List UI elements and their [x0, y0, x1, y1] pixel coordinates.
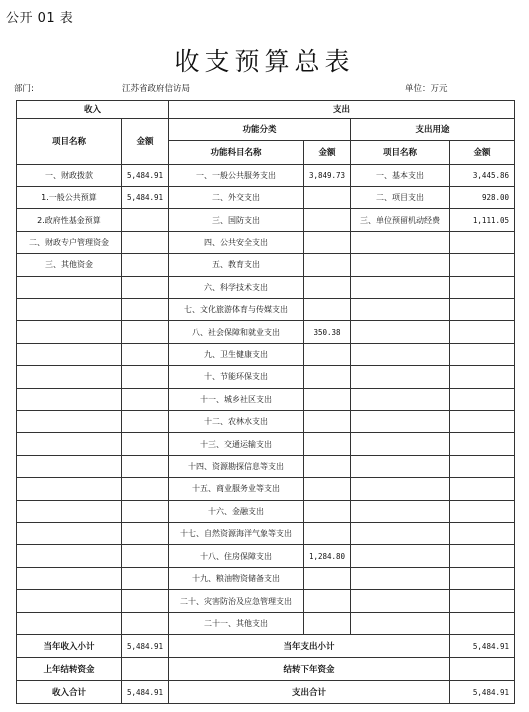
table-row: [17, 612, 515, 634]
table-row: [17, 478, 515, 500]
usage-amount-cell: 928.00: [450, 186, 515, 208]
income-amount-cell: [122, 433, 169, 455]
usage-amount-cell: [450, 478, 515, 500]
carry-out-value: [450, 658, 515, 681]
usage-amount-cell: [450, 433, 515, 455]
usage-amount-cell: [450, 545, 515, 567]
department-label: 部门:: [14, 84, 34, 94]
income-item-cell: 三、其他资金: [17, 254, 122, 276]
income-item-cell: [17, 366, 122, 388]
function-subject-cell: 十一、城乡社区支出: [169, 388, 304, 410]
income-item-cell: [17, 321, 122, 343]
income-amount-cell: [122, 388, 169, 410]
usage-item-cell: [351, 276, 450, 298]
income-item-cell: [17, 500, 122, 522]
function-subject-cell: 八、社会保障和就业支出: [169, 321, 304, 343]
usage-amount-cell: [450, 455, 515, 477]
table-row: [17, 164, 515, 186]
function-amount-cell: [304, 612, 351, 634]
usage-item-cell: [351, 411, 450, 433]
function-amount-cell: [304, 455, 351, 477]
income-amount-cell: [122, 612, 169, 634]
function-subject-cell: 二十一、其他支出: [169, 612, 304, 634]
usage-amount-cell: [450, 321, 515, 343]
usage-amount-cell: [450, 500, 515, 522]
function-subject-cell: 二、外交支出: [169, 186, 304, 208]
usage-item-cell: [351, 366, 450, 388]
usage-item-cell: [351, 478, 450, 500]
income-amount-cell: 5,484.91: [122, 164, 169, 186]
table-row: [17, 567, 515, 589]
budget-table: [16, 100, 515, 704]
table-row: [17, 500, 515, 522]
function-subject-cell: 七、文化旅游体育与传媒支出: [169, 299, 304, 321]
department-name: 江苏省政府信访局: [122, 84, 191, 94]
table-row: [17, 254, 515, 276]
income-amount-cell: [122, 455, 169, 477]
table-row: [17, 523, 515, 545]
income-amount-cell: [122, 545, 169, 567]
income-amount-cell: [122, 321, 169, 343]
function-subject-cell: 十、节能环保支出: [169, 366, 304, 388]
table-row: [17, 366, 515, 388]
function-amount-header: 金额: [304, 140, 351, 164]
usage-amount-header: 金额: [450, 140, 515, 164]
usage-amount-cell: [450, 523, 515, 545]
expense-subtotal-label: 当年支出小计: [169, 635, 450, 658]
income-total-value: 5,484.91: [122, 681, 169, 704]
function-amount-cell: [304, 299, 351, 321]
function-amount-cell: [304, 388, 351, 410]
carry-in-label: 上年结转资金: [17, 658, 122, 681]
usage-item-cell: 三、单位预留机动经费: [351, 209, 450, 231]
income-item-cell: [17, 612, 122, 634]
usage-item-cell: [351, 343, 450, 365]
income-amount-cell: [122, 523, 169, 545]
function-subject-cell: 四、公共安全支出: [169, 231, 304, 253]
income-amount-cell: [122, 500, 169, 522]
usage-item-cell: [351, 500, 450, 522]
usage-item-cell: [351, 231, 450, 253]
table-row: [17, 455, 515, 477]
function-subject-cell: 一、一般公共服务支出: [169, 164, 304, 186]
function-subject-cell: 十八、住房保障支出: [169, 545, 304, 567]
usage-amount-cell: [450, 388, 515, 410]
income-amount-cell: [122, 366, 169, 388]
function-subject-cell: 十九、粮油物资储备支出: [169, 567, 304, 589]
document-code: 公开 01 表: [6, 11, 74, 26]
function-amount-cell: [304, 254, 351, 276]
expense-total-label: 支出合计: [169, 681, 450, 704]
table-row: [17, 388, 515, 410]
income-item-cell: [17, 455, 122, 477]
page-title: 收支预算总表: [174, 47, 355, 76]
function-amount-cell: [304, 411, 351, 433]
expense-header: 支出: [169, 101, 515, 119]
function-amount-cell: 350.38: [304, 321, 351, 343]
function-subject-cell: 六、科学技术支出: [169, 276, 304, 298]
income-item-name-header: 项目名称: [17, 118, 122, 164]
income-item-cell: [17, 523, 122, 545]
income-amount-cell: [122, 343, 169, 365]
function-subject-cell: 三、国防支出: [169, 209, 304, 231]
function-amount-cell: [304, 186, 351, 208]
usage-amount-cell: [450, 590, 515, 612]
table-row: [17, 433, 515, 455]
usage-item-cell: [351, 612, 450, 634]
function-subject-cell: 十五、商业服务业等支出: [169, 478, 304, 500]
income-amount-cell: [122, 567, 169, 589]
income-item-cell: 一、财政拨款: [17, 164, 122, 186]
usage-amount-cell: [450, 276, 515, 298]
function-subject-header: 功能科目名称: [169, 140, 304, 164]
expense-total-value: 5,484.91: [450, 681, 515, 704]
income-item-cell: [17, 411, 122, 433]
usage-item-cell: [351, 590, 450, 612]
usage-amount-cell: [450, 411, 515, 433]
usage-item-cell: [351, 567, 450, 589]
usage-item-cell: 一、基本支出: [351, 164, 450, 186]
table-row: [17, 545, 515, 567]
function-amount-cell: [304, 500, 351, 522]
usage-item-cell: [351, 299, 450, 321]
usage-item-cell: [351, 545, 450, 567]
table-row: [17, 231, 515, 253]
income-item-cell: [17, 276, 122, 298]
table-row: [17, 343, 515, 365]
income-item-cell: [17, 299, 122, 321]
usage-amount-cell: [450, 343, 515, 365]
income-item-cell: 2.政府性基金预算: [17, 209, 122, 231]
income-item-cell: 1.一般公共预算: [17, 186, 122, 208]
expense-subtotal-value: 5,484.91: [450, 635, 515, 658]
income-amount-cell: [122, 299, 169, 321]
function-amount-cell: [304, 231, 351, 253]
income-subtotal-label: 当年收入小计: [17, 635, 122, 658]
carry-in-value: [122, 658, 169, 681]
function-subject-cell: 九、卫生健康支出: [169, 343, 304, 365]
unit-label: 单位：万元: [405, 84, 448, 94]
function-subject-cell: 五、教育支出: [169, 254, 304, 276]
income-amount-cell: [122, 411, 169, 433]
usage-header: 支出用途: [351, 118, 515, 140]
function-amount-cell: [304, 590, 351, 612]
function-amount-cell: 3,849.73: [304, 164, 351, 186]
usage-item-cell: [351, 455, 450, 477]
function-amount-cell: [304, 366, 351, 388]
table-row: [17, 209, 515, 231]
function-class-header: 功能分类: [169, 118, 351, 140]
usage-amount-cell: [450, 299, 515, 321]
income-amount-cell: [122, 478, 169, 500]
usage-amount-cell: [450, 231, 515, 253]
table-row: [17, 186, 515, 208]
table-row: [17, 411, 515, 433]
income-item-cell: [17, 567, 122, 589]
usage-item-cell: 二、项目支出: [351, 186, 450, 208]
function-amount-cell: [304, 433, 351, 455]
income-amount-cell: [122, 209, 169, 231]
income-amount-cell: 5,484.91: [122, 186, 169, 208]
function-subject-cell: 十三、交通运输支出: [169, 433, 304, 455]
income-subtotal-value: 5,484.91: [122, 635, 169, 658]
function-subject-cell: 十二、农林水支出: [169, 411, 304, 433]
usage-amount-cell: [450, 366, 515, 388]
income-total-label: 收入合计: [17, 681, 122, 704]
function-subject-cell: 二十、灾害防治及应急管理支出: [169, 590, 304, 612]
income-item-cell: [17, 478, 122, 500]
function-amount-cell: [304, 478, 351, 500]
function-subject-cell: 十七、自然资源海洋气象等支出: [169, 523, 304, 545]
usage-item-header: 项目名称: [351, 140, 450, 164]
usage-item-cell: [351, 523, 450, 545]
usage-amount-cell: [450, 612, 515, 634]
table-row: [17, 590, 515, 612]
table-row: [17, 276, 515, 298]
table-row: [17, 321, 515, 343]
function-subject-cell: 十六、金融支出: [169, 500, 304, 522]
income-item-cell: [17, 545, 122, 567]
income-amount-header: 金额: [122, 118, 169, 164]
function-amount-cell: [304, 567, 351, 589]
income-item-cell: [17, 433, 122, 455]
function-amount-cell: [304, 209, 351, 231]
usage-item-cell: [351, 388, 450, 410]
usage-amount-cell: 1,111.05: [450, 209, 515, 231]
function-amount-cell: 1,284.80: [304, 545, 351, 567]
function-amount-cell: [304, 523, 351, 545]
income-item-cell: 二、财政专户管理资金: [17, 231, 122, 253]
function-amount-cell: [304, 276, 351, 298]
function-amount-cell: [304, 343, 351, 365]
income-item-cell: [17, 388, 122, 410]
usage-item-cell: [351, 254, 450, 276]
usage-item-cell: [351, 321, 450, 343]
function-subject-cell: 十四、资源勘探信息等支出: [169, 455, 304, 477]
usage-item-cell: [351, 433, 450, 455]
carry-out-label: 结转下年资金: [169, 658, 450, 681]
usage-amount-cell: 3,445.86: [450, 164, 515, 186]
income-header: 收入: [17, 101, 169, 119]
income-amount-cell: [122, 231, 169, 253]
usage-amount-cell: [450, 567, 515, 589]
table-row: [17, 299, 515, 321]
usage-amount-cell: [450, 254, 515, 276]
income-amount-cell: [122, 590, 169, 612]
income-amount-cell: [122, 276, 169, 298]
income-item-cell: [17, 590, 122, 612]
income-amount-cell: [122, 254, 169, 276]
income-item-cell: [17, 343, 122, 365]
